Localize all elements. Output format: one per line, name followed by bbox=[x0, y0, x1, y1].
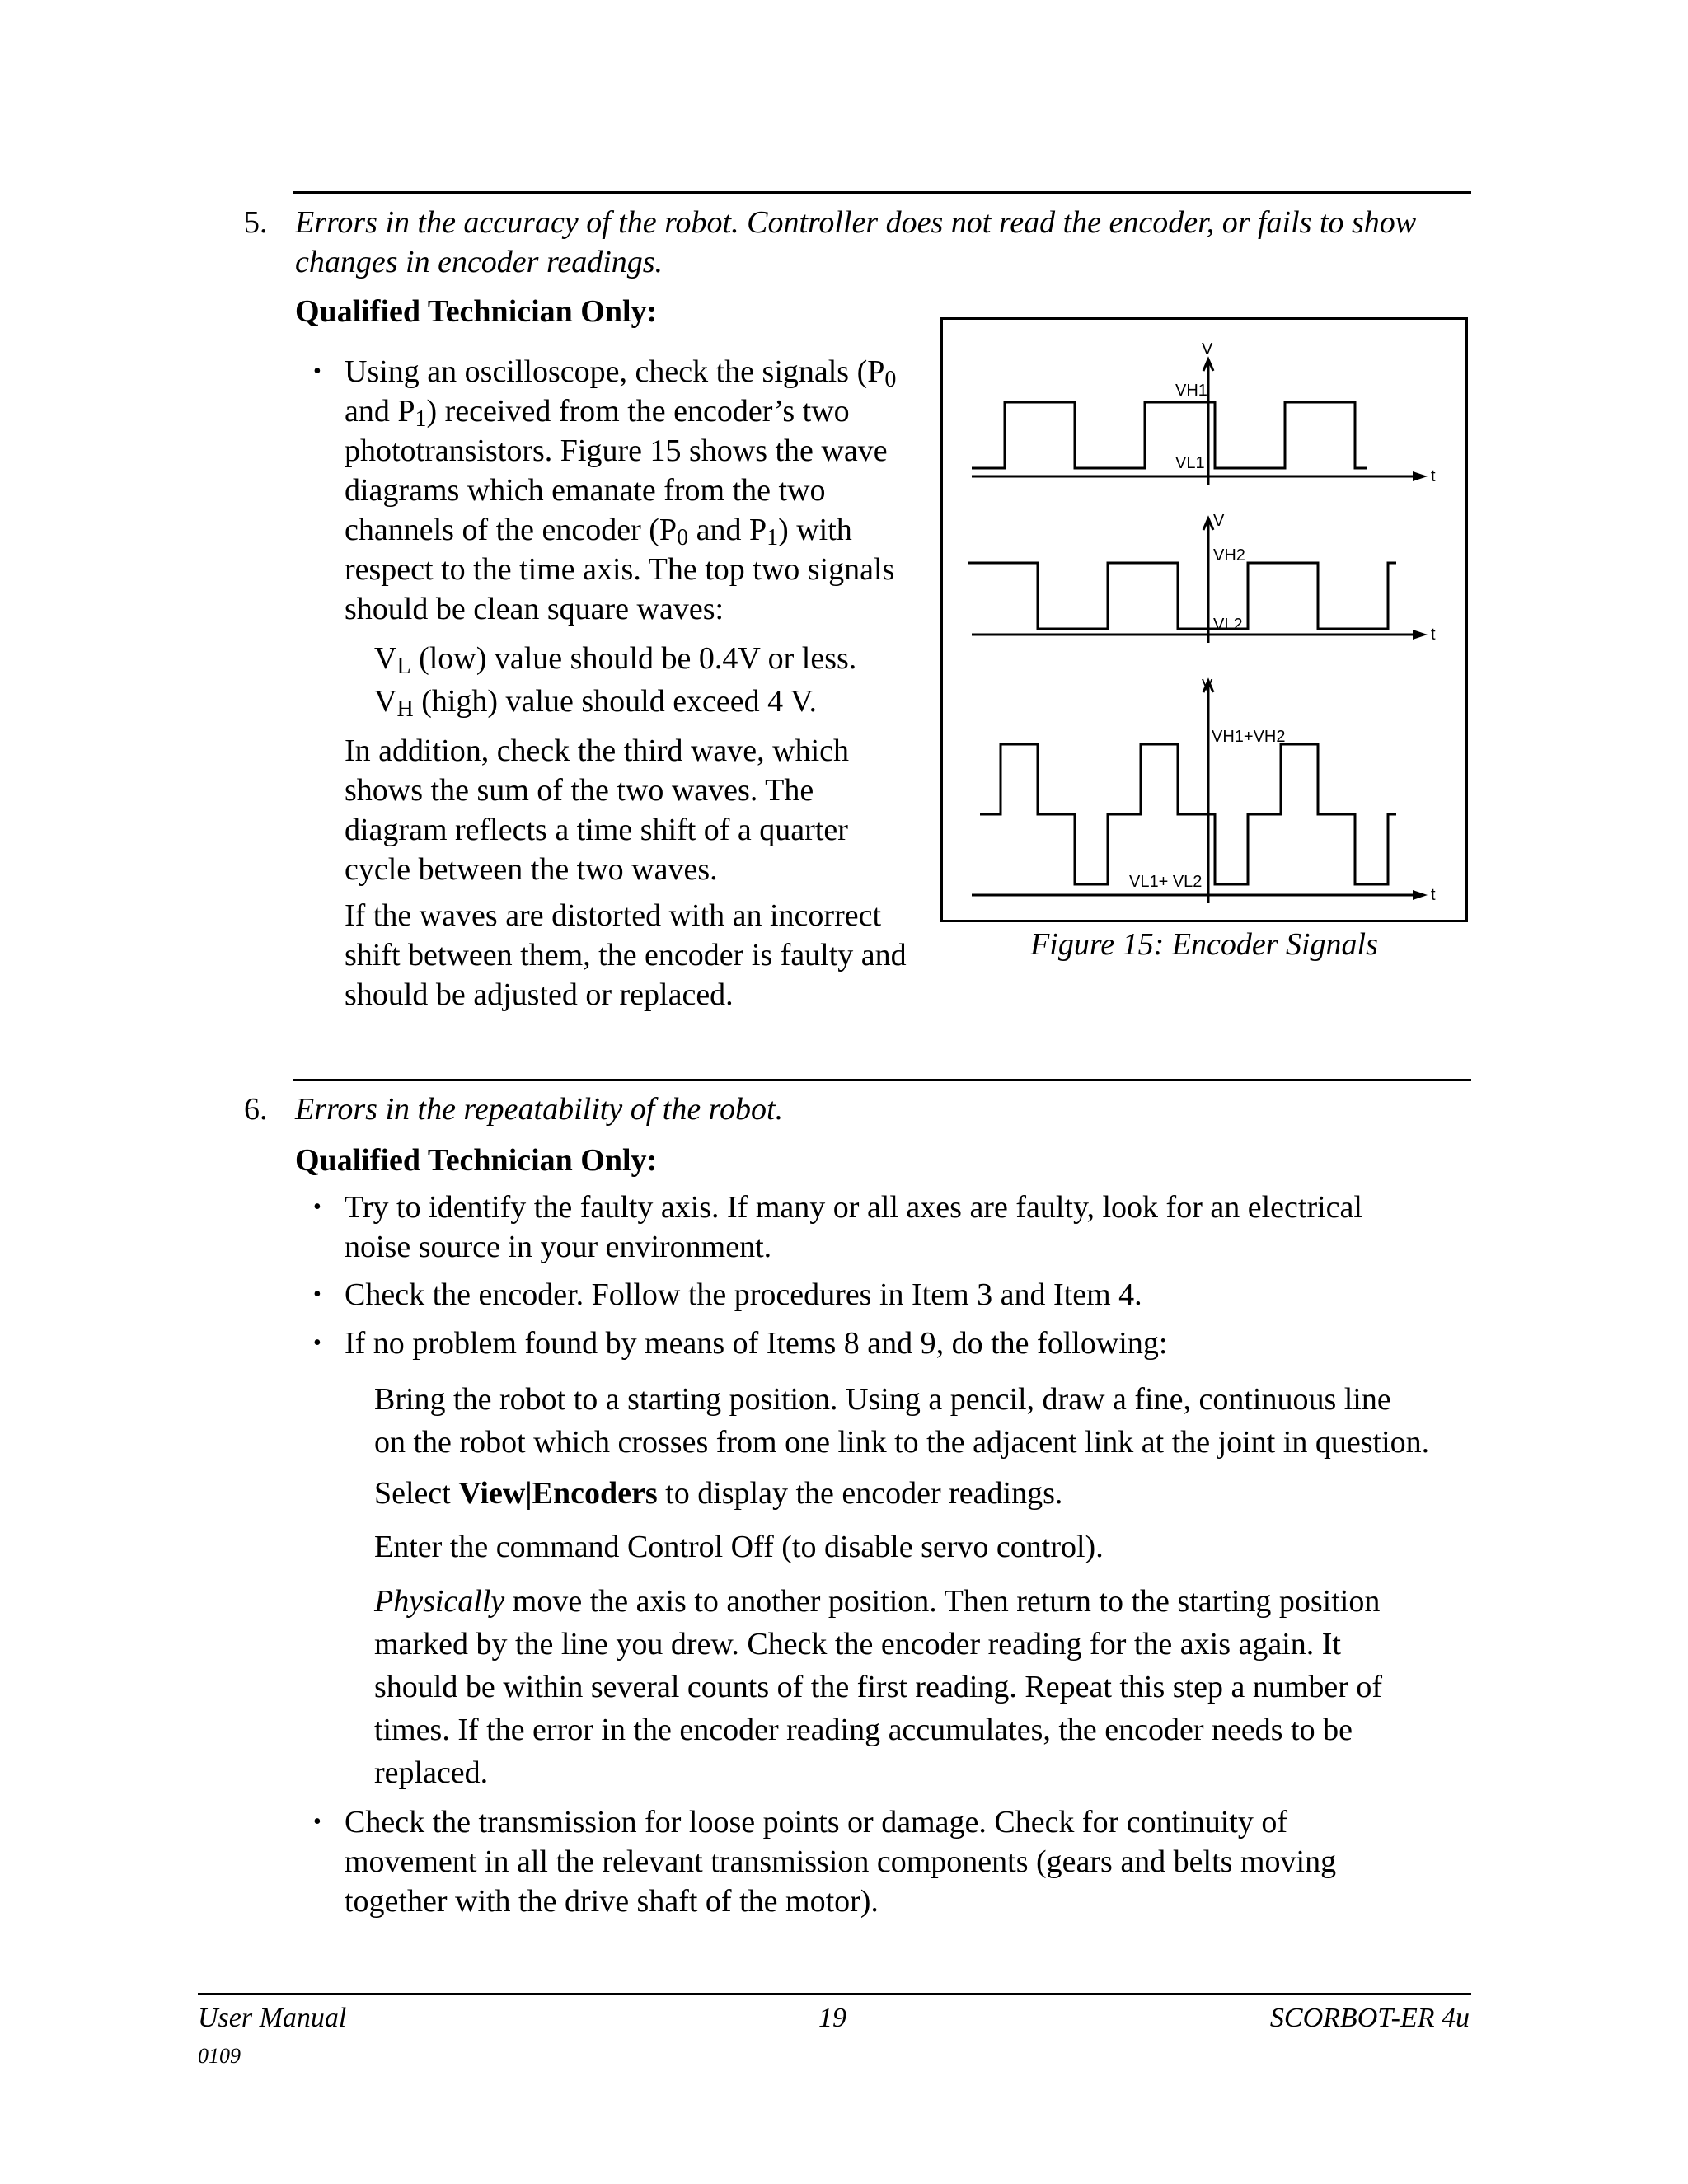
wave2-v-label: V bbox=[1213, 512, 1225, 530]
s6-b4-line1: Check the transmission for loose points or damage. Check for continuity of bbox=[345, 1805, 1287, 1840]
vh-rest: (high) value should exceed 4 V. bbox=[413, 684, 818, 719]
bullet-glyph: • bbox=[313, 1330, 321, 1356]
s5-p2-line1: In addition, check the third wave, which bbox=[345, 733, 850, 768]
bullet-glyph: • bbox=[313, 1194, 321, 1220]
s5-p1-line5b: and P bbox=[688, 513, 767, 547]
step-control-off bbox=[374, 1527, 1104, 1567]
s5-p1-line5a: channels of the encoder (P bbox=[345, 513, 678, 547]
wave1-vl-label: VL1 bbox=[1175, 454, 1205, 472]
section-6-number: 6. bbox=[244, 1092, 268, 1127]
wave2-signal bbox=[968, 563, 1396, 629]
vh-value-line bbox=[374, 682, 817, 721]
section-5-title-line1: Errors in the accuracy of the robot. Controller does not read the encoder, or fails to show bbox=[295, 205, 1417, 240]
s5-p2-line2: shows the sum of the two waves. The bbox=[345, 773, 814, 808]
wave2-t-label: t bbox=[1431, 626, 1436, 644]
vl-rest: (low) value should be 0.4V or less. bbox=[410, 641, 857, 676]
section-5-qualified-label: Qualified Technician Only: bbox=[295, 294, 658, 329]
s5-p1-line5-sub1: 1 bbox=[767, 525, 779, 551]
wave1-t-arrow-icon bbox=[1413, 471, 1428, 481]
s5-p1-line7: should be clean square waves: bbox=[345, 592, 724, 626]
s6-s4-line4: times. If the error in the encoder reading accumulates, the encoder needs to be bbox=[374, 1713, 1353, 1747]
section-6-bullet-1 bbox=[313, 1188, 1465, 1267]
view-encoders-command: View|Encoders bbox=[458, 1476, 658, 1511]
s5-p1-line3: phototransistors. Figure 15 shows the wave bbox=[345, 434, 888, 468]
wave1-v-label: V bbox=[1202, 340, 1213, 359]
section-5-number: 5. bbox=[244, 205, 268, 240]
section-5-rule bbox=[293, 191, 1471, 194]
wave3-sum-signal bbox=[980, 744, 1396, 884]
footer-left: User Manual bbox=[198, 2003, 347, 2033]
footer-right: SCORBOT-ER 4u bbox=[1269, 2003, 1470, 2033]
section-5-paragraph-3 bbox=[345, 896, 954, 1015]
s6-b3-text: If no problem found by means of Items 8 and 9, do the following: bbox=[345, 1326, 1168, 1361]
footer-page-number: 19 bbox=[818, 2003, 846, 2033]
s5-p1-line2b: ) received from the encoder’s two bbox=[426, 394, 850, 429]
s5-p1-sub-p0: 0 bbox=[884, 367, 897, 392]
s6-s4-line5: replaced. bbox=[374, 1755, 489, 1790]
wave2-t-arrow-icon bbox=[1413, 630, 1428, 640]
s6-b2-text: Check the encoder. Follow the procedures in Item 3 and Item 4. bbox=[345, 1277, 1142, 1312]
wave2-vh-label: VH2 bbox=[1213, 546, 1245, 565]
wave3-t-label: t bbox=[1431, 886, 1436, 904]
s6-s3-text: Enter the command Control Off (to disable servo control). bbox=[374, 1530, 1104, 1564]
wave1-signal bbox=[972, 402, 1367, 468]
s5-p1-sub-p1: 1 bbox=[415, 406, 427, 432]
s6-b1-line1: Try to identify the faulty axis. If many or all axes are faulty, look for an electrical bbox=[345, 1190, 1362, 1225]
bullet-glyph: • bbox=[313, 1282, 321, 1307]
section-6-qualified-label: Qualified Technician Only: bbox=[295, 1143, 658, 1178]
vl-value-line bbox=[374, 639, 856, 678]
step-select-view bbox=[374, 1474, 1062, 1513]
s5-p1-line5-sub0: 0 bbox=[677, 525, 689, 551]
section-6-title-text: Errors in the repeatability of the robot. bbox=[295, 1092, 784, 1127]
vh-v: V bbox=[374, 684, 397, 719]
s6-b1-line2: noise source in your environment. bbox=[345, 1230, 772, 1264]
s5-p3-line2: shift between them, the encoder is faulty and bbox=[345, 938, 907, 972]
s6-s2-a: Select bbox=[374, 1476, 459, 1511]
s5-p2-line3: diagram reflects a time shift of a quarter bbox=[345, 813, 848, 847]
section-5-bullet-1 bbox=[313, 352, 938, 629]
s5-p1-line5c: ) with bbox=[778, 513, 852, 547]
section-6-bullet-4 bbox=[313, 1802, 1465, 1921]
encoder-signals-diagram bbox=[943, 320, 1465, 920]
s5-p2-line4: cycle between the two waves. bbox=[345, 852, 718, 887]
s5-p3-line3: should be adjusted or replaced. bbox=[345, 977, 734, 1012]
s6-b4-line3: together with the drive shaft of the motor). bbox=[345, 1884, 879, 1919]
s6-s2-b: to display the encoder readings. bbox=[657, 1476, 1063, 1511]
s6-s4-line2: marked by the line you drew. Check the encoder reading for the axis again. It bbox=[374, 1627, 1341, 1661]
wave3-v-label: V bbox=[1202, 677, 1213, 695]
s6-s4-line3: should be within several counts of the first reading. Repeat this step a number of bbox=[374, 1670, 1383, 1704]
wave3-vh-label: VH1+VH2 bbox=[1212, 728, 1286, 746]
s6-s4-line1: move the axis to another position. Then return to the starting position bbox=[504, 1584, 1381, 1619]
section-5-paragraph-2 bbox=[345, 731, 938, 889]
step-bring-robot bbox=[374, 1378, 1479, 1464]
s6-s1-line1: Bring the robot to a starting position. Using a pencil, draw a fine, continuous line bbox=[374, 1382, 1391, 1417]
vh-sub: H bbox=[396, 696, 414, 722]
section-6-bullet-3 bbox=[313, 1324, 1465, 1363]
vl-sub: L bbox=[396, 654, 411, 679]
s6-b4-line2: movement in all the relevant transmission components (gears and belts moving bbox=[345, 1844, 1337, 1879]
wave2-vl-label: VL2 bbox=[1213, 616, 1243, 634]
section-5-title bbox=[244, 203, 1482, 282]
wave1-t-label: t bbox=[1431, 467, 1436, 485]
vl-v: V bbox=[374, 641, 397, 676]
figure-15-caption: Figure 15: Encoder Signals bbox=[1030, 927, 1378, 962]
s5-p3-line1: If the waves are distorted with an incorrect bbox=[345, 898, 882, 933]
section-6-rule bbox=[293, 1079, 1471, 1081]
step-physically-move bbox=[374, 1580, 1479, 1794]
figure-15-box bbox=[940, 317, 1468, 922]
wave3-t-arrow-icon bbox=[1413, 890, 1428, 900]
section-5-title-line2: changes in encoder readings. bbox=[295, 245, 663, 279]
s6-s1-line2: on the robot which crosses from one link to the adjacent link at the joint in question. bbox=[374, 1425, 1430, 1460]
footer-rule bbox=[198, 1993, 1471, 1995]
s6-s4-italic: Physically bbox=[374, 1584, 505, 1619]
section-6-bullet-2 bbox=[313, 1275, 1465, 1315]
s5-p1-line6: respect to the time axis. The top two signals bbox=[345, 552, 895, 587]
section-6-title bbox=[244, 1090, 784, 1129]
wave3-vl-label: VL1+ VL2 bbox=[1129, 873, 1203, 891]
s5-p1-line2a: and P bbox=[345, 394, 415, 429]
s5-p1-line4: diagrams which emanate from the two bbox=[345, 473, 826, 508]
wave1-vh-label: VH1 bbox=[1175, 382, 1207, 400]
footer-code: 0109 bbox=[198, 2044, 241, 2068]
bullet-glyph: • bbox=[313, 359, 321, 384]
s5-p1-line1: Using an oscilloscope, check the signals (P bbox=[345, 354, 885, 389]
bullet-glyph: • bbox=[313, 1809, 321, 1835]
